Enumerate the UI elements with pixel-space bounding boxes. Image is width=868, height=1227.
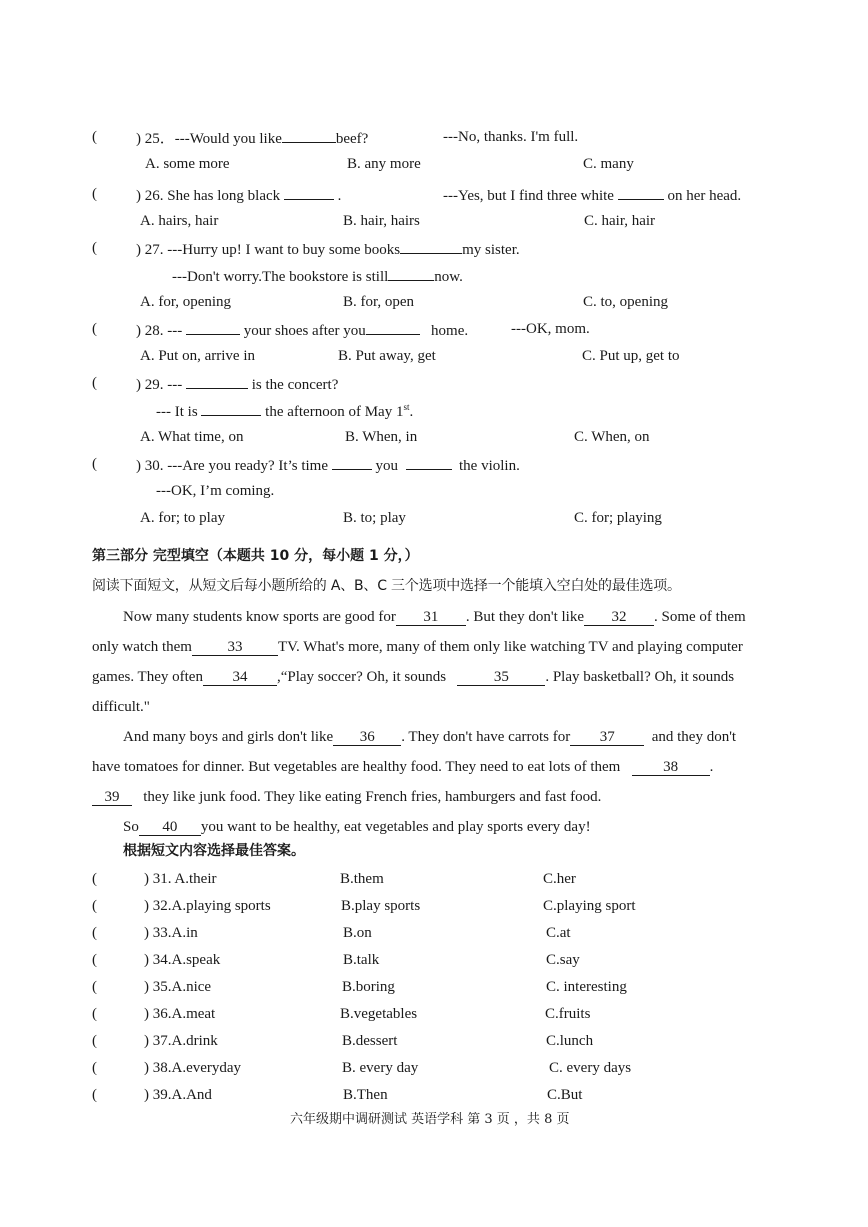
option-a: ) 33.A.in (144, 925, 198, 941)
answer-paren: ( (92, 375, 97, 391)
option-c: C.playing sport (543, 898, 636, 914)
blank-38: 38 (632, 759, 710, 776)
passage-line: only watch them 33 TV. What's more, many of them only like watching TV and playing computer (92, 639, 743, 655)
answer-paren: ( (92, 129, 97, 145)
option-b: B.dessert (342, 1033, 398, 1049)
option-c: C.But (547, 1087, 583, 1103)
passage-line: have tomatoes for dinner. But vegetables are healthy food. They need to eat lots of them 38 . (92, 759, 714, 775)
option-c: C. many (583, 156, 634, 172)
option-c: C. When, on (574, 429, 650, 445)
option-a: ) 39.A.And (144, 1087, 212, 1103)
option-b: B.on (343, 925, 372, 941)
answer-paren: ( (92, 1006, 97, 1022)
answer-paren: ( (92, 898, 97, 914)
option-b: B.talk (343, 952, 380, 968)
answer-paren: ( (92, 240, 97, 256)
answer-paren: ( (92, 186, 97, 202)
blank (406, 455, 452, 470)
option-c: C.lunch (546, 1033, 594, 1049)
option-a: A. some more (145, 156, 230, 172)
option-c: C.her (543, 871, 576, 887)
option-a: ) 35.A.nice (144, 979, 212, 995)
answer-paren: ( (92, 871, 97, 887)
option-c: C.at (546, 925, 571, 941)
blank-31: 31 (396, 609, 466, 626)
option-b: B. any more (347, 156, 421, 172)
answer-paren: ( (92, 456, 97, 472)
option-b: B.them (340, 871, 384, 887)
option-c: C.say (546, 952, 580, 968)
section-instruction: 阅读下面短文，从短文后每小题所给的 A、B、C 三个选项中选择一个能填入空白处的最佳选项。 (92, 578, 681, 594)
option-b: B.vegetables (340, 1006, 418, 1022)
option-a: A. hairs, hair (140, 213, 219, 229)
passage-line: Now many students know sports are good for 31 . But they don't like 32 . Some of them (123, 609, 746, 625)
blank (388, 266, 434, 281)
reply-text: ---OK, mom. (511, 321, 590, 337)
passage-line: games. They often 34 ,“Play soccer? Oh, it sounds 35 . Play basketball? Oh, it sounds (92, 669, 735, 685)
option-b: B. hair, hairs (343, 213, 420, 229)
passage-line: 39 they like junk food. They like eating French fries, hamburgers and fast food. (92, 788, 601, 806)
option-a: ) 31. A.their (144, 871, 217, 887)
question-text: ) 26. She has long black . (136, 185, 341, 205)
answer-paren: ( (92, 1060, 97, 1076)
option-a: ) 32.A.playing sports (144, 898, 271, 914)
question-text: ) 30. ---Are you ready? It’s time you the violin. (136, 455, 520, 475)
option-c: C. for; playing (574, 510, 662, 526)
blank (366, 320, 420, 335)
blank (201, 401, 261, 416)
answer-paren: ( (92, 979, 97, 995)
reply-text: ---No, thanks. I'm full. (443, 129, 579, 145)
option-c: C. to, opening (583, 294, 668, 310)
option-c: C. every days (549, 1060, 632, 1076)
passage-line: So 40 you want to be healthy, eat vegetables and play sports every day! (123, 819, 591, 835)
option-b: B. to; play (343, 510, 406, 526)
page-footer: 六年级期中调研测试 英语学科 第 3 页 ，共 8 页 (290, 1112, 570, 1127)
choose-instruction: 根据短文内容选择最佳答案。 (123, 843, 305, 859)
option-b: B.play sports (341, 898, 421, 914)
blank (332, 455, 372, 470)
blank (282, 128, 336, 143)
option-b: B.Then (343, 1087, 388, 1103)
answer-paren: ( (92, 1087, 97, 1103)
blank-33: 33 (192, 639, 278, 656)
option-c: C. interesting (546, 979, 627, 995)
passage-line: difficult." (92, 699, 150, 715)
option-a: A. for; to play (140, 510, 225, 526)
option-b: B. When, in (345, 429, 418, 445)
option-a: ) 36.A.meat (144, 1006, 216, 1022)
option-a: ) 37.A.drink (144, 1033, 218, 1049)
question-text: ) 27. ---Hurry up! I want to buy some books my sister. (136, 239, 520, 259)
option-c: C.fruits (545, 1006, 591, 1022)
option-a: A. Put on, arrive in (140, 348, 255, 364)
blank-39: 39 (92, 789, 132, 806)
option-c: C. hair, hair (584, 213, 656, 229)
question-text: ) 25．---Would you like beef? (136, 128, 368, 148)
option-a: A. What time, on (140, 429, 244, 445)
answer-paren: ( (92, 1033, 97, 1049)
question-text: ) 28. --- your shoes after you home. (136, 320, 468, 340)
blank (186, 320, 240, 335)
reply-text: --- It is the afternoon of May 1st. (156, 402, 414, 420)
option-a: ) 38.A.everyday (144, 1060, 242, 1076)
blank-35: 35 (457, 669, 545, 686)
blank-37: 37 (570, 729, 644, 746)
blank-40: 40 (139, 819, 201, 836)
reply-text: ---OK, I’m coming. (156, 483, 275, 499)
blank-36: 36 (333, 729, 401, 746)
option-a: A. for, opening (140, 294, 232, 310)
answer-paren: ( (92, 952, 97, 968)
reply-text: ---Yes, but I find three white on her head. (443, 185, 741, 205)
passage-line: And many boys and girls don't like 36 . They don't have carrots for 37 and they don't (123, 729, 737, 745)
blank-32: 32 (584, 609, 654, 626)
option-b: B. for, open (343, 294, 415, 310)
question-text: ) 29. --- is the concert? (136, 374, 338, 394)
blank (400, 239, 462, 254)
option-b: B.boring (342, 979, 395, 995)
option-c: C. Put up, get to (582, 348, 680, 364)
option-a: ) 34.A.speak (144, 952, 221, 968)
blank (186, 374, 248, 389)
blank (284, 185, 334, 200)
answer-paren: ( (92, 321, 97, 337)
section-title: 第三部分 完型填空（本题共 10 分，每小题 1 分，） (92, 548, 419, 564)
blank (618, 185, 664, 200)
option-b: B. every day (342, 1060, 419, 1076)
option-b: B. Put away, get (338, 348, 436, 364)
answer-paren: ( (92, 925, 97, 941)
blank-34: 34 (203, 669, 277, 686)
reply-text: ---Don't worry.The bookstore is still now. (172, 266, 463, 286)
